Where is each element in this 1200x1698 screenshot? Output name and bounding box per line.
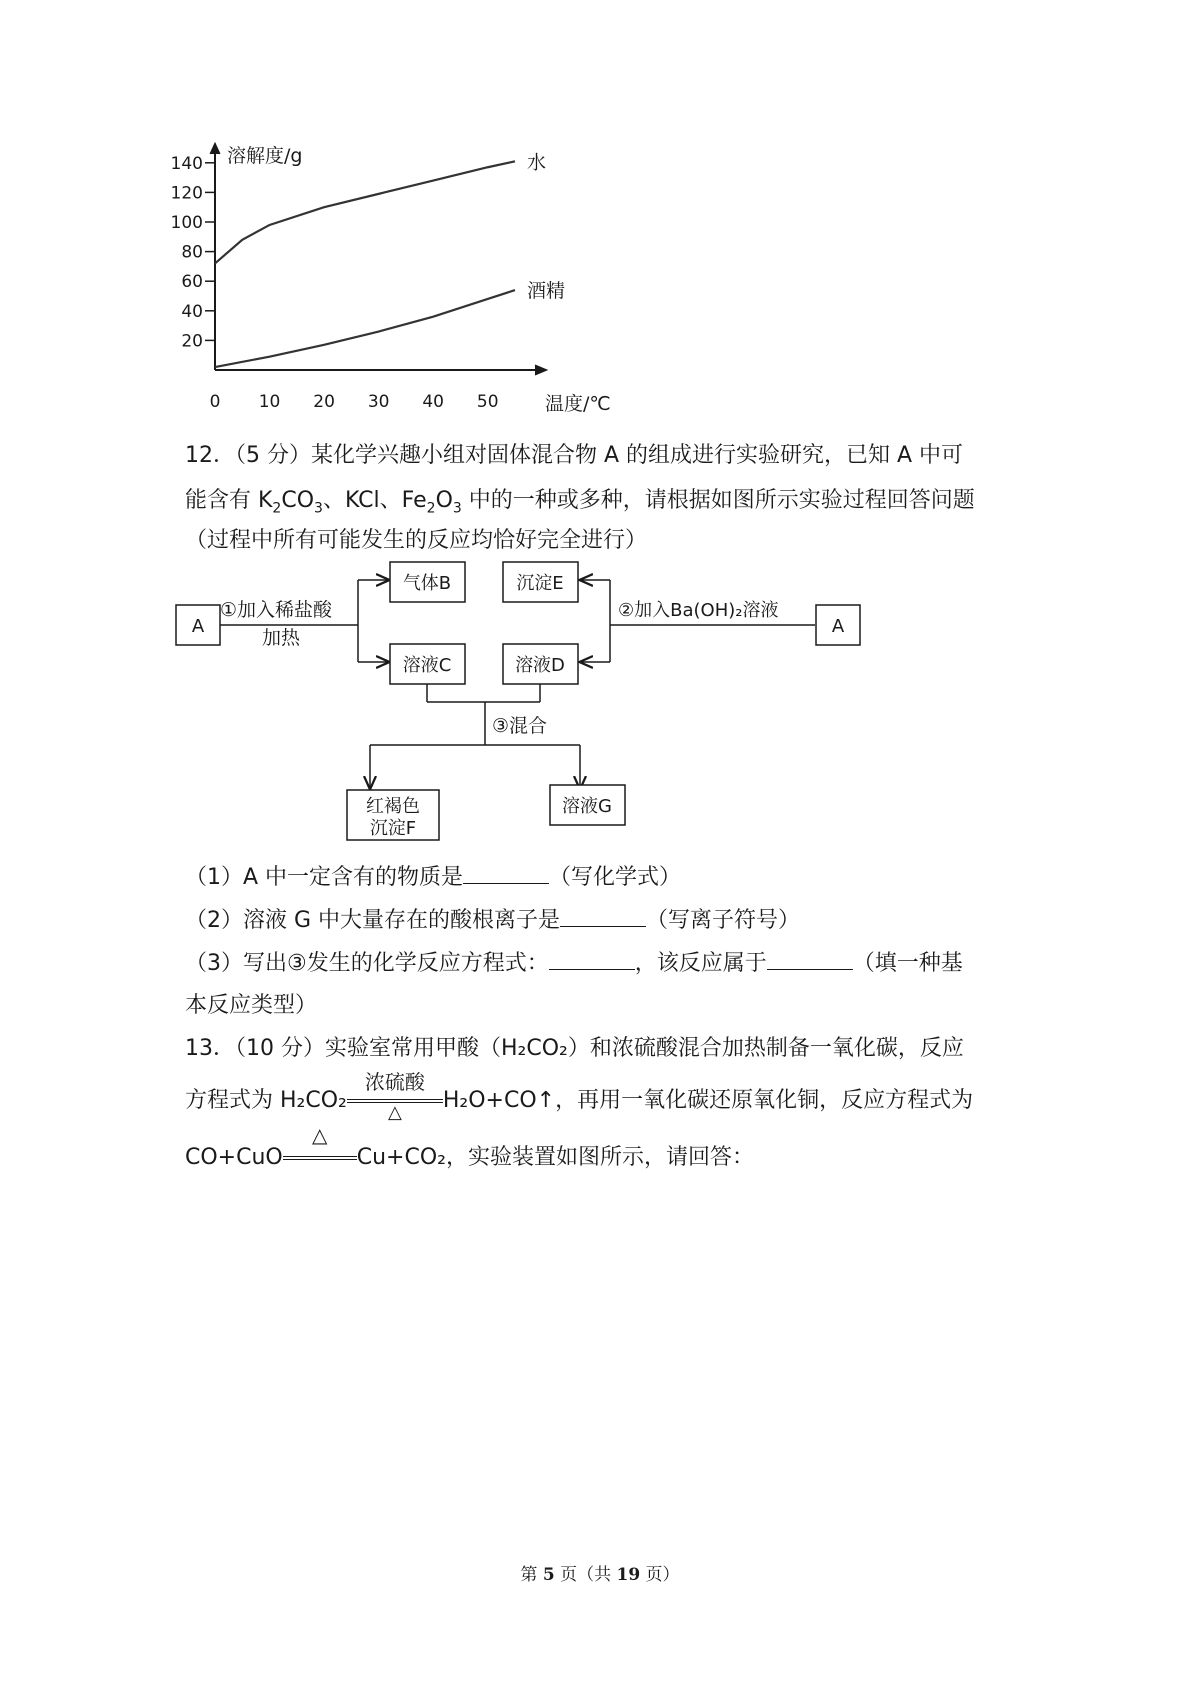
answer-blank-4[interactable] <box>767 951 853 970</box>
y-tick-label: 40 <box>181 301 203 322</box>
ppt-f-label-2: 沉淀F <box>369 818 417 839</box>
q12-sub3-cont: 本反应类型） <box>185 993 318 1018</box>
y-tick-label: 140 <box>170 153 203 174</box>
reaction-condition-2: △ <box>283 1145 357 1170</box>
series-label: 水 <box>527 151 547 174</box>
q13-line2: 方程式为 H₂CO₂ 浓硫酸 △ H₂O+CO↑，再用一氧化碳还原氧化铜，反应方程式为 <box>185 1070 974 1123</box>
step2-label: ②加入Ba(OH)₂溶液 <box>618 600 779 621</box>
reaction-condition-1: 浓硫酸 △ <box>347 1088 443 1113</box>
q12-sub2: （2）溶液 G 中大量存在的酸根离子是 （写离子符号） <box>185 908 801 933</box>
step3-label: ③混合 <box>492 715 548 737</box>
q12-line3: （过程中所有可能发生的反应均恰好完全进行） <box>185 528 648 553</box>
sol-d-label: 溶液D <box>515 655 565 676</box>
sol-c-label: 溶液C <box>402 655 452 676</box>
q13-line1: 13．（10 分）实验室常用甲酸（H₂CO₂）和浓硫酸混合加热制备一氧化碳，反应 <box>185 1036 964 1061</box>
q12-sub1: （1）A 中一定含有的物质是 （写化学式） <box>185 865 682 890</box>
x-tick-label: 30 <box>367 392 390 412</box>
answer-blank-3[interactable] <box>549 951 635 970</box>
x-tick-label: 0 <box>209 392 221 412</box>
box-a-left-label: A <box>191 616 205 637</box>
x-tick-label: 10 <box>258 392 281 412</box>
ppt-f-label-1: 红褐色 <box>366 796 420 817</box>
answer-blank-2[interactable] <box>560 908 646 927</box>
y-tick-label: 60 <box>181 272 203 293</box>
box-a-right-label: A <box>831 616 845 637</box>
x-axis-label: 温度/℃ <box>545 393 611 415</box>
experiment-flow-diagram <box>180 573 920 850</box>
x-tick-label: 20 <box>313 392 335 412</box>
ppt-e-label: 沉淀E <box>516 573 564 594</box>
x-axis-arrow <box>535 365 547 375</box>
series-line-water <box>215 161 515 263</box>
solubility-chart <box>170 140 611 420</box>
y-tick-label: 100 <box>170 213 203 233</box>
sol-g-label: 溶液G <box>562 796 612 817</box>
step1-label: ①加入稀盐酸 <box>220 599 333 621</box>
q13-line3: CO+CuO △ Cu+CO₂，实验装置如图所示，请回答： <box>185 1123 754 1170</box>
y-axis-arrow <box>210 143 220 154</box>
x-tick-label: 40 <box>422 392 445 412</box>
y-tick-label: 80 <box>181 242 203 263</box>
q12-sub3: （3）写出③发生的化学反应方程式： ，该反应属于 （填一种基 <box>185 951 963 976</box>
q12-line1: 12．（5 分）某化学兴趣小组对固体混合物 A 的组成进行实验研究，已知 A 中可 <box>185 443 964 468</box>
answer-blank-1[interactable] <box>463 865 549 884</box>
step1-sub-label: 加热 <box>262 627 301 649</box>
y-tick-label: 120 <box>170 183 203 204</box>
series-line-alcohol <box>215 290 515 367</box>
page-footer: 第 5 页（共 19 页） <box>520 1565 680 1585</box>
x-tick-label: 50 <box>476 392 499 412</box>
chart-plot-area <box>171 143 611 415</box>
q12-line2: 能含有 $K_2CO_3$、KCl、$Fe_2O_3$ 中的一种或多种，请根据如图所示实验过程回答问题 <box>185 488 975 517</box>
y-tick-label: 20 <box>181 331 203 352</box>
series-label: 酒精 <box>527 280 566 303</box>
y-axis-label: 溶解度/g <box>227 145 303 167</box>
gas-b-label: 气体B <box>402 573 452 594</box>
